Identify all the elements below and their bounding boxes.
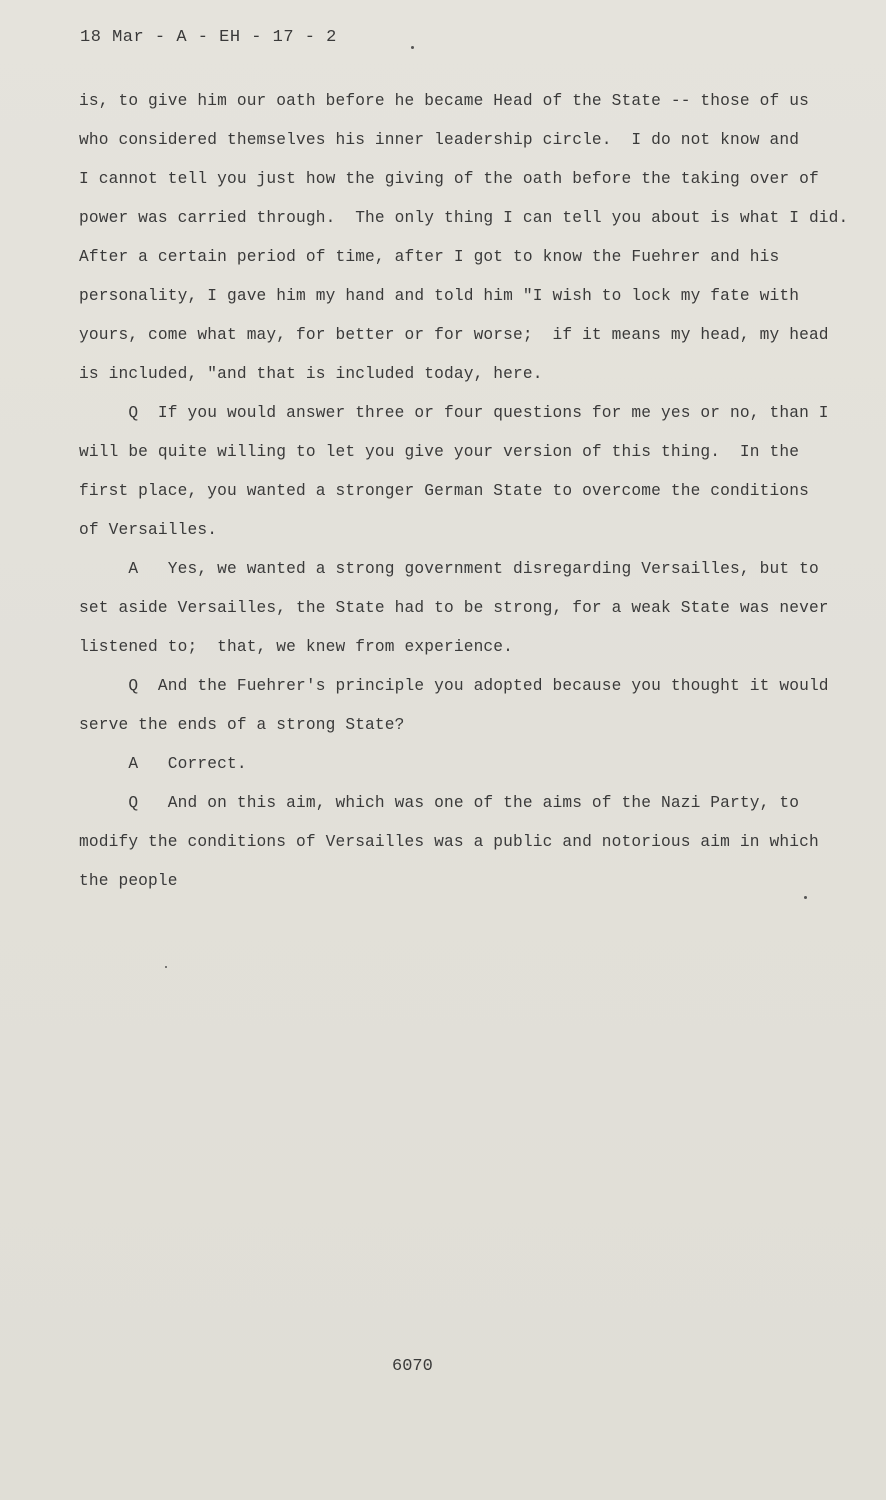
paper-speck xyxy=(804,896,807,899)
paper-speck xyxy=(165,966,167,968)
text-line: A Correct. xyxy=(79,755,247,773)
text-line: listened to; that, we knew from experience. xyxy=(79,638,514,656)
text-line: is included, "and that is included today, here. xyxy=(79,365,543,383)
text-line: serve the ends of a strong State? xyxy=(79,716,405,734)
text-line: I cannot tell you just how the giving of the oath before the taking over of xyxy=(79,170,819,188)
text-line: the people xyxy=(79,872,178,890)
text-line: power was carried through. The only thing I can tell you about is what I did. xyxy=(79,209,849,227)
text-line: is, to give him our oath before he became Head of the State -- those of us xyxy=(79,92,809,110)
page-header-reference: 18 Mar - A - EH - 17 - 2 xyxy=(80,28,337,47)
text-line: Q And the Fuehrer's principle you adopted because you thought it would xyxy=(79,677,829,695)
testimony-text xyxy=(79,88,849,907)
text-line: who considered themselves his inner leadership circle. I do not know and xyxy=(79,131,800,149)
text-line: set aside Versailles, the State had to be strong, for a weak State was never xyxy=(79,599,829,617)
text-line: yours, come what may, for better or for worse; if it means my head, my head xyxy=(79,326,829,344)
text-line: first place, you wanted a stronger German State to overcome the conditions xyxy=(79,482,809,500)
text-line: After a certain period of time, after I got to know the Fuehrer and his xyxy=(79,248,780,266)
page-number: 6070 xyxy=(392,1357,433,1376)
text-line: Q If you would answer three or four questions for me yes or no, than I xyxy=(79,404,829,422)
text-line: Q And on this aim, which was one of the aims of the Nazi Party, to xyxy=(79,794,800,812)
text-line: personality, I gave him my hand and told him "I wish to lock my fate with xyxy=(79,287,800,305)
text-line: modify the conditions of Versailles was a public and notorious aim in which xyxy=(79,833,819,851)
text-line: A Yes, we wanted a strong government disregarding Versailles, but to xyxy=(79,560,819,578)
text-line: will be quite willing to let you give your version of this thing. In the xyxy=(79,443,800,461)
paper-speck xyxy=(411,46,414,49)
text-line: of Versailles. xyxy=(79,521,218,539)
